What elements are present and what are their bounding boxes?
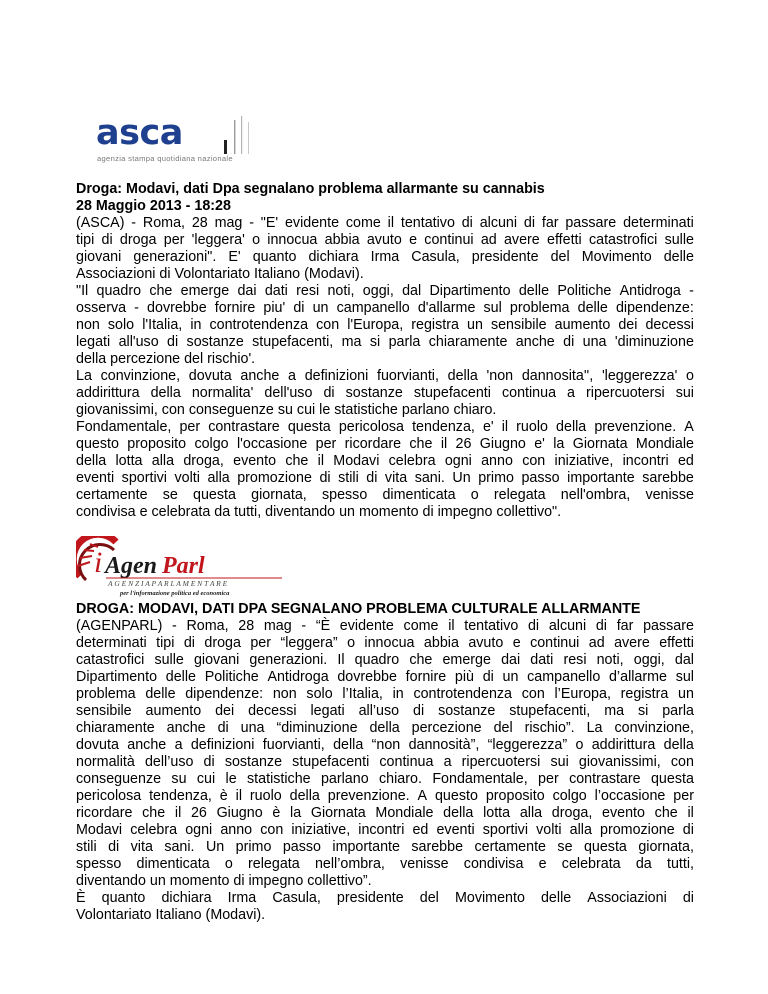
body-line: La convinzione, dovuta anche a definizioni fuorvianti, della 'non dannosita'', 'leggerezza' o — [76, 368, 694, 384]
asca-logo — [96, 114, 286, 170]
body-line: pericolosa tendenza, è il ruolo della prevenzione. A questo proposito colgo l’occasione per — [76, 788, 694, 804]
body-line: problema delle dipendenze: non solo l’Italia, in controtendenza con l’Europa, registra un — [76, 686, 694, 702]
body-line: della percezione del rischio'. — [76, 351, 256, 367]
body-line: (ASCA) - Roma, 28 mag - "E' evidente come il tentativo di alcuni di far passare determinati — [76, 215, 694, 231]
body-line: eventi sportivi volti alla promozione di stili di vita sani. Un primo passo importante sarebbe — [76, 470, 694, 486]
body-line: Volontariato Italiano (Modavi). — [76, 907, 266, 923]
body-line: conseguenze su cui le statistiche parlano chiaro. Fondamentale, per contrastare questa — [76, 771, 694, 787]
body-line: tipi di droga per 'leggera' o innocua abbia avuto e continui ad avere effetti catastrofici sulle — [76, 232, 694, 248]
body-line: "Il quadro che emerge dai dati resi noti, oggi, dal Dipartimento delle Politiche Antidroga - — [76, 283, 694, 299]
asca-logo-tagline: agenzia stampa quotidiana nazionale — [97, 154, 233, 163]
body-line: condivisa e celebrata da tutti, diventando un momento di impegno collettivo". — [76, 504, 562, 520]
body-line: non solo l'Italia, in controtendenza con l'Europa, registra un sensibile aumento dei decessi — [76, 317, 694, 333]
body-line: Associazioni di Volontariato Italiano (Modavi). — [76, 266, 364, 282]
asca-date: 28 Maggio 2013 - 18:28 — [76, 198, 231, 214]
body-line: chiaramente anche di una “diminuzione della percezione del rischio”. La convinzione, — [76, 720, 694, 736]
body-line: normalità dell’uso di sostanze stupefacenti continua a ripercuotersi sui giovanissimi, con — [76, 754, 694, 770]
body-line: stili di vita sani. Un primo passo importante sarebbe certamente se questa giornata, — [76, 839, 694, 855]
body-line: (AGENPARL) - Roma, 28 mag - “È evidente come il tentativo di alcuni di far passare — [76, 618, 694, 634]
asca-title: Droga: Modavi, dati Dpa segnalano problema allarmante su cannabis — [76, 181, 545, 197]
body-line: osserva - dovrebbe fornire piu' di un campanello d'allarme sul problema delle dipendenze: — [76, 300, 694, 316]
asca-logo-word: asca — [96, 113, 183, 153]
body-line: questo proposito colgo l'occasione per ricordare che il 26 Giugno e' la Giornata Mondiale — [76, 436, 694, 452]
body-line: giovani generazioni". E' quanto dichiara Irma Casula, presidente del Movimento delle — [76, 249, 694, 265]
body-line: ricordare che il 26 Giugno è la Giornata Mondiale della lotta alla droga, evento che il — [76, 805, 694, 821]
body-line: legati all'uso di sostanze stupefacenti, ma si parla chiaramente anche di una 'diminuzione — [76, 334, 694, 350]
asca-body — [76, 215, 694, 521]
agenparl-title: DROGA: MODAVI, DATI DPA SEGNALANO PROBLEMA CULTURALE ALLARMANTE — [76, 601, 641, 617]
svg-text:i: i — [94, 546, 103, 579]
agenparl-logo-line2: per l'informazione politica ed economica — [120, 590, 230, 597]
body-line: sensibile aumento dei decessi legati all’uso di sostanze stupefacenti, ma si parla — [76, 703, 694, 719]
body-line: spesso dimenticata o relegata nell’ombra, venisse condivisa e celebrata da tutti, — [76, 856, 694, 872]
agenparl-article — [76, 601, 694, 924]
body-line: dovuta anche a definizioni fuorvianti, della “non dannosità”, “leggerezza” o addirittura della — [76, 737, 694, 753]
body-line: Fondamentale, per contrastare questa pericolosa tendenza, e' il ruolo della prevenzione. A — [76, 419, 694, 435]
body-line: Dipartimento delle Politiche Antidroga dovrebbe fornire più di un campanello d’allarme sul — [76, 669, 694, 685]
agenparl-logo-parl: Parl — [162, 553, 205, 579]
agenparl-logo-line1: A G E N Z I A P A R L A M E N T A R E — [108, 579, 228, 588]
body-line: Modavi celebra ogni anno con iniziative, incontri ed eventi sportivi volti alla promozione di — [76, 822, 694, 838]
agenparl-logo — [76, 536, 286, 598]
agenparl-body — [76, 618, 694, 924]
body-line: certamente se questa giornata, spesso dimenticata o relegata nell'ombra, venisse — [76, 487, 694, 503]
asca-article — [76, 181, 694, 521]
agenparl-logo-agen: Agen — [105, 553, 158, 579]
body-line: determinati tipi di droga per “leggera” o innocua abbia avuto e continui ad avere effetti — [76, 635, 694, 651]
body-line: della lotta alla droga, evento che il Modavi celebra ogni anno con iniziative, incontri ed — [76, 453, 694, 469]
body-line: addirittura della normalita' dell'uso di sostanze stupefacenti continua a ripercuotersi sui — [76, 385, 694, 401]
body-line: diventando un momento di impegno collettivo”. — [76, 873, 372, 889]
body-line: catastrofici sulle giovani generazioni. Il quadro che emerge dai dati resi noti, oggi, dal — [76, 652, 694, 668]
body-line: giovanissimi, con conseguenze su cui le statistiche parlano chiaro. — [76, 402, 497, 418]
body-line: È quanto dichiara Irma Casula, presidente del Movimento delle Associazioni di — [76, 890, 694, 906]
